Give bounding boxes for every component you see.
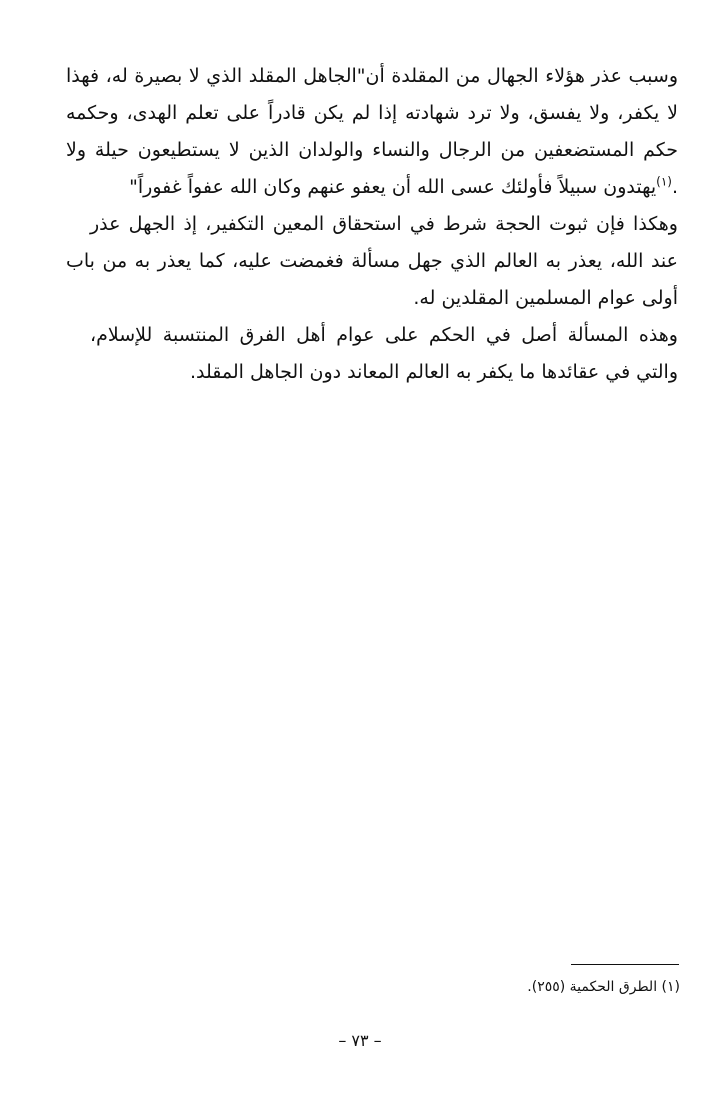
paragraph-1-ending: .: [671, 176, 678, 198]
footnote-divider: [571, 964, 679, 965]
paragraph-1: [66, 58, 678, 206]
paragraph-2: [66, 206, 678, 317]
footnote-text: (١) الطرق الحكمية (٢٥٥).: [527, 979, 680, 995]
paragraph-3-text: وهذه المسألة أصل في الحكم على عوام أهل الفرق المنتسبة للإسلام، والتي في عقائدها ما يكفر به العالم المعاند دون الجاهل المقلد.: [90, 324, 678, 383]
paragraph-2-text: وهكذا فإن ثبوت الحجة شرط في استحقاق المعين التكفير، إذ الجهل عذر عند الله، يعذر به العالم الذي جهل مسألة فغمضت عليه، كما يعذر به من باب أولى عوام المسلمين المقلدين له.: [66, 213, 678, 309]
footnote-reference: (١): [656, 174, 672, 189]
main-text: [66, 58, 678, 391]
paragraph-3: [66, 317, 678, 391]
paragraph-1-text: وسبب عذر هؤلاء الجهال من المقلدة أن"الجاهل المقلد الذي لا بصيرة له، فهذا لا يكفر، ولا يفسق، ولا ترد شهادته إذا لم يكن قادراً على تعلم الهدى، وحكمه حكم المستضعفين من الرجال والنساء والولدان الذين لا يستطيعون حيلة ولا يهتدون سبيلاً فأولئك عسى الله أن يعفو عنهم وكان الله عفواً غفوراً": [66, 65, 678, 198]
page-number: – ٧٣ –: [338, 1031, 382, 1050]
